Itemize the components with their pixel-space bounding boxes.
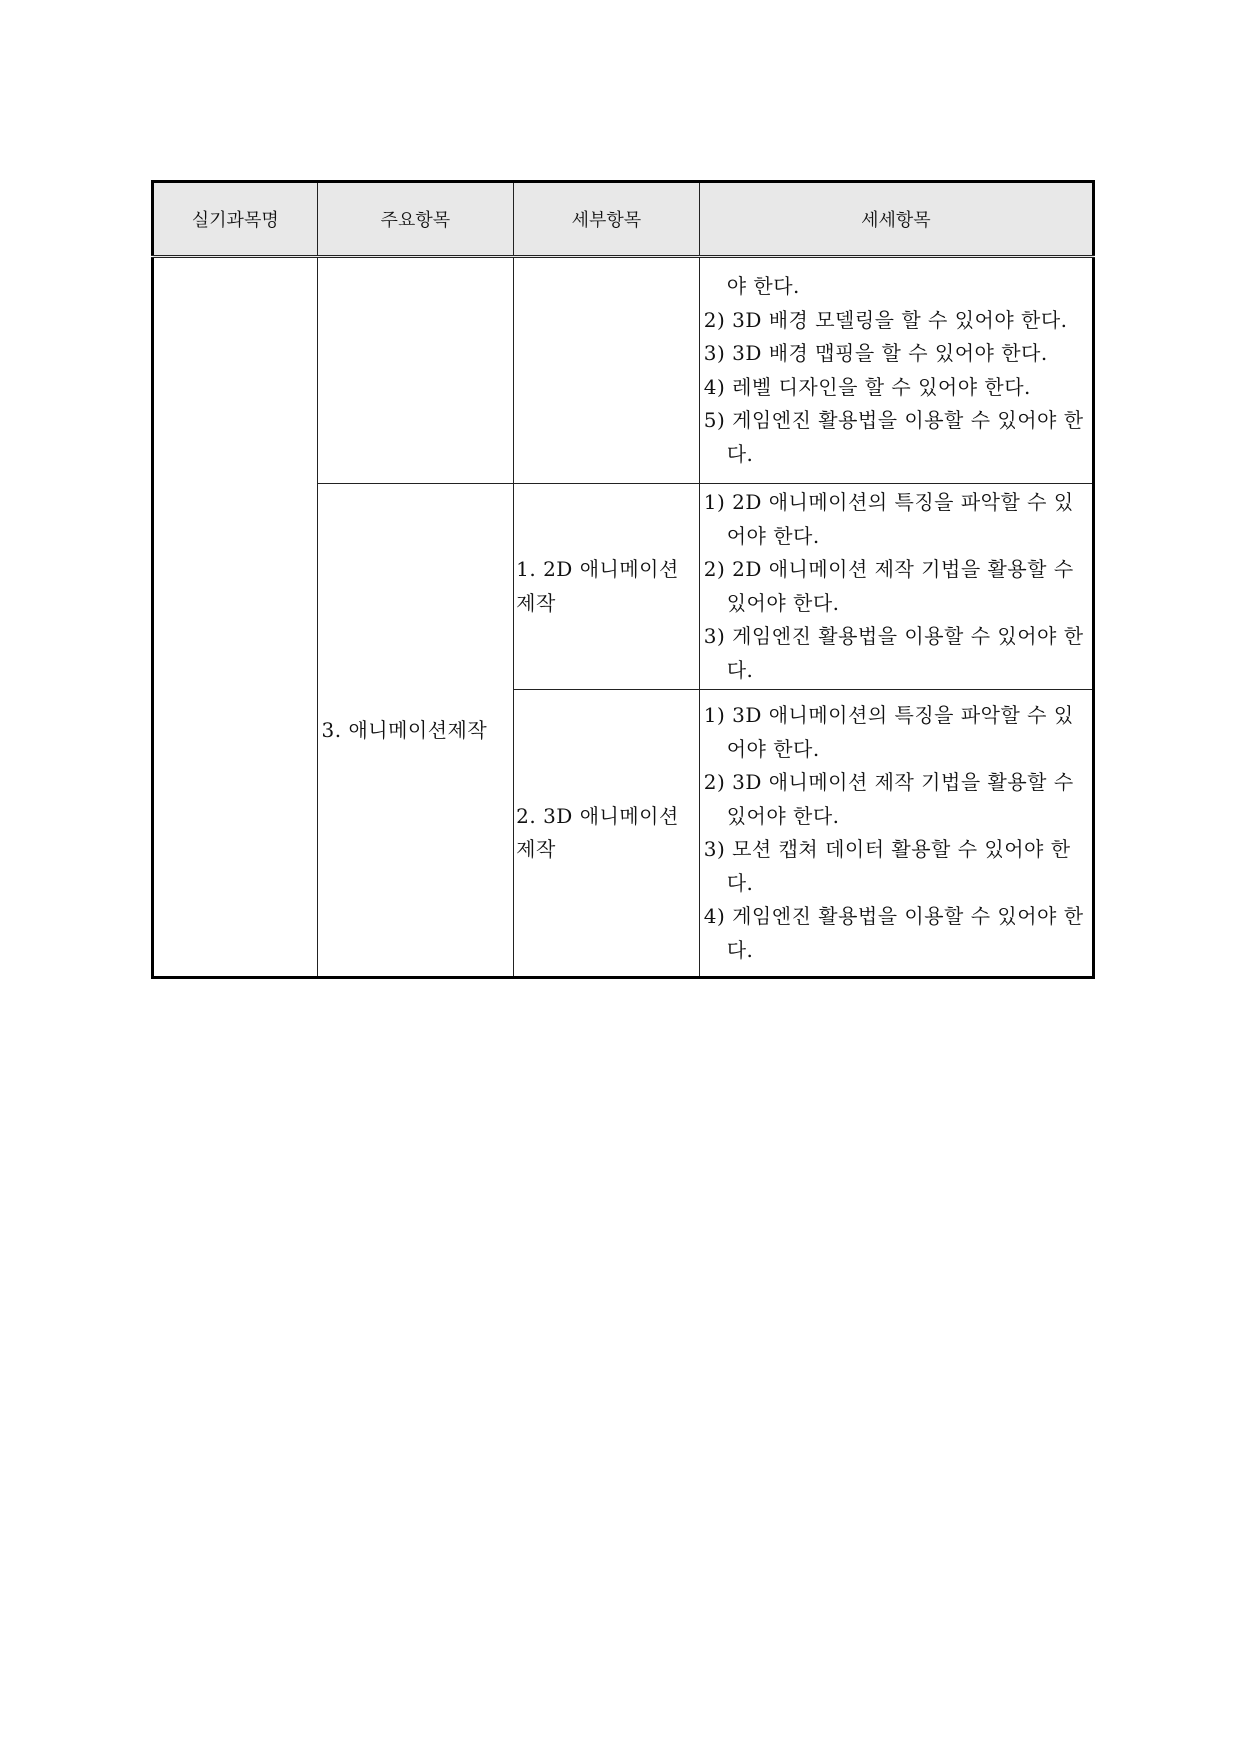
sub-item-label: 2. 3D 애니메이션 제작 <box>516 803 679 861</box>
sub-item-cell <box>514 484 700 690</box>
main-item-label: 3. 애니메이션제작 <box>321 717 488 742</box>
list-item: 1) 3D 애니메이션의 특징을 파악할 수 있어야 한다. <box>703 703 1074 761</box>
header-detail-item: 세세항목 <box>699 182 1093 257</box>
detail-cell <box>699 484 1093 690</box>
list-item: 2) 3D 애니메이션 제작 기법을 활용할 수 있어야 한다. <box>703 770 1074 828</box>
list-item: 야 한다. <box>726 274 800 298</box>
list-item: 2) 3D 배경 모델링을 할 수 있어야 한다. <box>703 307 1068 332</box>
main-item-cell <box>317 257 514 484</box>
list-item: 2) 2D 애니메이션 제작 기법을 활용할 수 있어야 한다. <box>703 557 1074 615</box>
sub-item-label: 1. 2D 애니메이션 제작 <box>516 557 679 615</box>
detail-list <box>700 484 1092 689</box>
list-item: 4) 게임엔진 활용법을 이용할 수 있어야 한다. <box>703 904 1084 962</box>
subject-cell <box>153 257 318 978</box>
list-item: 5) 게임엔진 활용법을 이용할 수 있어야 한다. <box>703 408 1084 466</box>
list-item: 4) 레벨 디자인을 할 수 있어야 한다. <box>703 374 1031 399</box>
table-row <box>153 257 1094 484</box>
sub-item-cell <box>514 690 700 978</box>
detail-list <box>700 268 1092 473</box>
detail-list <box>700 697 1092 969</box>
table-header-row <box>153 182 1094 257</box>
main-item-cell <box>317 484 514 978</box>
sub-item-cell <box>514 257 700 484</box>
exam-spec-table <box>151 180 1095 979</box>
list-item: 3) 게임엔진 활용법을 이용할 수 있어야 한다. <box>703 624 1084 682</box>
header-sub-item: 세부항목 <box>514 182 700 257</box>
header-subject: 실기과목명 <box>153 182 318 257</box>
header-main-item: 주요항목 <box>317 182 514 257</box>
list-item: 3) 모션 캡쳐 데이터 활용할 수 있어야 한다. <box>703 837 1071 895</box>
detail-cell <box>699 257 1093 484</box>
detail-cell <box>699 690 1093 978</box>
list-item: 3) 3D 배경 맵핑을 할 수 있어야 한다. <box>703 341 1048 365</box>
list-item: 1) 2D 애니메이션의 특징을 파악할 수 있어야 한다. <box>703 490 1074 548</box>
